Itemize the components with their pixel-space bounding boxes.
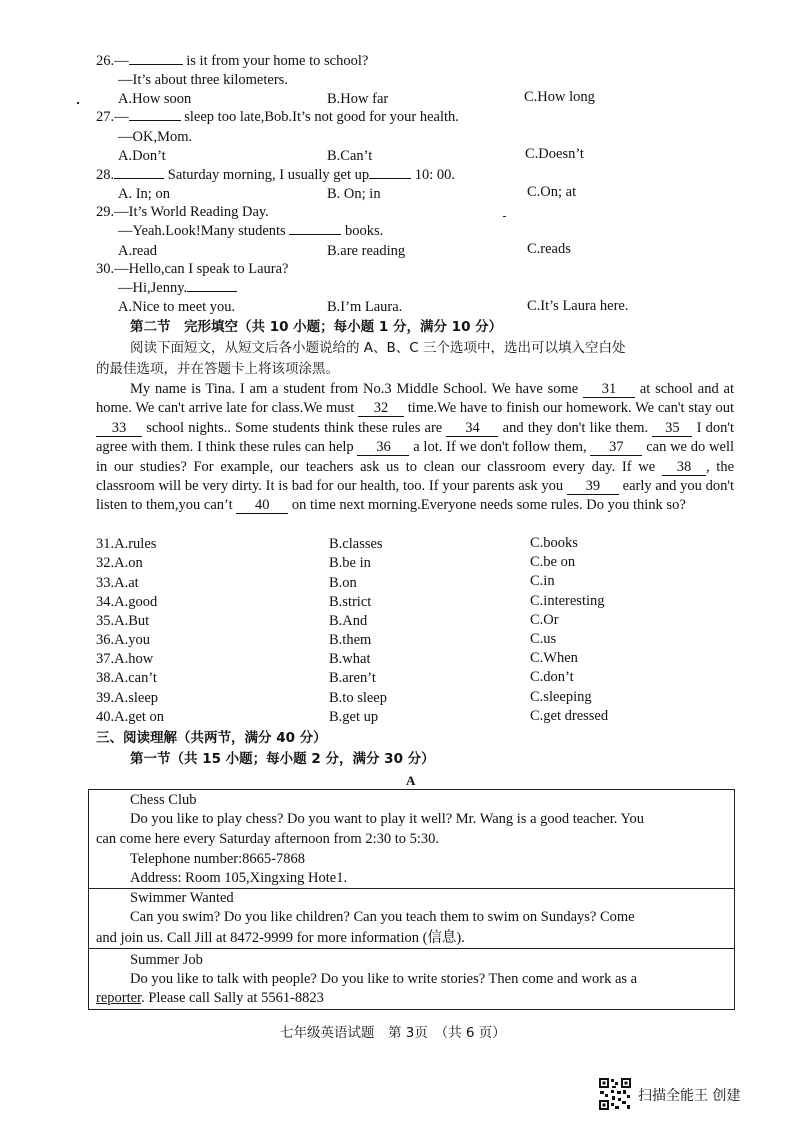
option-39-b: B.to sleep [329,690,387,706]
blank-31: 31 [583,381,635,398]
cloze-passage: My name is Tina. I am a student from No.3 Middle School. We have some 31 at school and at home. We can't arrive late for class.We must 32 time.We have to finish our homework. We can't stay out 33 school nights.. Some students think these rules are 34 and they don't like them. 35 I don't agree with them. I think these rules can help 36 a lot. If we don't follow them, 37 can we do well in our studies? For example, our teachers ask us to clean our classroom every day. If we 38 , the classroom will be very dirty. It is bad for our health, too. If your parents ask you 39 early and you don't listen to them,you can’t 40 on time next morning.Everyone needs some rules. Do you think so? [96,381,735,514]
option-36-a: 36.A.you [96,632,150,648]
question-27-option-b: B.Can’t [327,148,373,164]
question-30-option-c: C.It’s Laura here. [527,298,629,314]
question-29-reply: —Yeah.Look!Many students books. [118,223,384,239]
summer-job-text-line-2: reporter. Please call Sally at 5561-8823 [96,990,324,1006]
option-37-b: B.what [329,651,371,667]
option-36-c: C.us [530,631,557,647]
option-31-a: 31.A.rules [96,536,157,552]
question-27-reply: —OK,Mom. [118,129,193,145]
chess-club-telephone: Telephone number:8665-7868 [130,851,305,867]
blank-39: 39 [567,478,619,495]
option-32-c: C.be on [530,554,576,570]
summer-job-title: Summer Job [130,952,203,968]
part-3-section-1-title: 第一节（共 15 小题；每小题 2 分，满分 30 分） [130,751,435,767]
question-29-option-c: C.reads [527,241,571,257]
option-32-a: 32.A.on [96,555,143,571]
question-29-option-b: B.are reading [327,243,406,259]
summer-job-text-line-1: Do you like to talk with people? Do you like to write stories? Then come and work as a [130,971,638,987]
section-2-title: 第二节 完形填空（共 10 小题；每小题 1 分，满分 10 分） [130,319,503,335]
swimmer-wanted-text-line-1: Can you swim? Do you like children? Can you teach them to swim on Sundays? Come [130,909,635,925]
question-28-option-c: C.On; at [527,184,577,200]
blank-33: 33 [96,420,142,437]
option-33-b: B.on [329,575,357,591]
swimmer-wanted-text-line-2: and join us. Call Jill at 8472-9999 for more information (信息). [96,930,465,946]
question-26-stem: 26.— is it from your home to school? [96,53,369,69]
swimmer-wanted-title: Swimmer Wanted [130,890,234,906]
option-40-a: 40.A.get on [96,709,165,725]
question-28-option-b: B. On; in [327,186,381,202]
option-40-b: B.get up [329,709,379,725]
chess-club-text-line-1: Do you like to play chess? Do you want to play it well? Mr. Wang is a good teacher. You [130,811,645,827]
option-34-a: 34.A.good [96,594,158,610]
option-37-a: 37.A.how [96,651,154,667]
ads-divider [88,948,735,949]
option-38-b: B.aren’t [329,670,376,686]
scan-speck [77,102,79,104]
option-38-c: C.don’t [530,669,574,685]
section-2-instruction-line-2: 的最佳选项，并在答题卡上将该项涂黑。 [96,361,339,377]
blank-32: 32 [358,400,404,417]
question-27-option-c: C.Doesn’t [525,146,584,162]
option-34-b: B.strict [329,594,372,610]
option-35-c: C.Or [530,612,559,628]
scanner-brand-label: 扫描全能王 创建 [638,1088,741,1104]
chess-club-address: Address: Room 105,Xingxing Hote1. [130,870,348,886]
question-26-option-a: A.How soon [118,91,192,107]
scan-speck [503,216,506,217]
page-footer: 七年级英语试题 第 3页 （共 6 页） [280,1025,506,1041]
question-30-stem: 30.—Hello,can I speak to Laura? [96,261,289,277]
question-28-stem: 28. Saturday morning, I usually get up 10: 00. [96,167,456,183]
option-35-b: B.And [329,613,368,629]
option-31-c: C.books [530,535,578,551]
question-26-option-c: C.How long [524,89,595,105]
option-31-b: B.classes [329,536,383,552]
option-35-a: 35.A.But [96,613,150,629]
question-29-stem: 29.—It’s World Reading Day. [96,204,269,220]
question-30-reply: —Hi,Jenny. [118,279,237,298]
option-34-c: C.interesting [530,593,605,609]
section-2-instruction-line-1: 阅读下面短文，从短文后各小题说给的 A、B、C 三个选项中，选出可以填入空白处 [130,340,626,356]
question-27-stem: 27.— sleep too late,Bob.It’s not good for your health. [96,109,459,125]
blank-38: 38 [662,459,706,476]
blank-40: 40 [236,497,288,514]
blank-35: 35 [652,420,692,437]
option-32-b: B.be in [329,555,371,571]
question-28-option-a: A. In; on [118,186,170,202]
blank-37: 37 [590,439,642,456]
qr-code-icon [598,1077,632,1111]
blank-34: 34 [446,420,498,437]
question-26-reply: —It’s about three kilometers. [118,72,288,88]
question-30-option-b: B.I’m Laura. [327,299,403,315]
question-26-option-b: B.How far [327,91,389,107]
question-29-option-a: A.read [118,243,158,259]
chess-club-title: Chess Club [130,792,197,808]
option-36-b: B.them [329,632,372,648]
passage-a-label: A [406,773,416,788]
blank-36: 36 [357,439,409,456]
option-33-a: 33.A.at [96,575,139,591]
option-37-c: C.When [530,650,578,666]
question-27-option-a: A.Don’t [118,148,166,164]
option-39-c: C.sleeping [530,689,592,705]
option-39-a: 39.A.sleep [96,690,159,706]
part-3-title: 三、阅读理解（共两节，满分 40 分） [96,730,327,746]
option-38-a: 38.A.can’t [96,670,157,686]
chess-club-text-line-2: can come here every Saturday afternoon from 2:30 to 5:30. [96,831,440,847]
option-33-c: C.in [530,573,555,589]
question-30-option-a: A.Nice to meet you. [118,299,236,315]
option-40-c: C.get dressed [530,708,609,724]
